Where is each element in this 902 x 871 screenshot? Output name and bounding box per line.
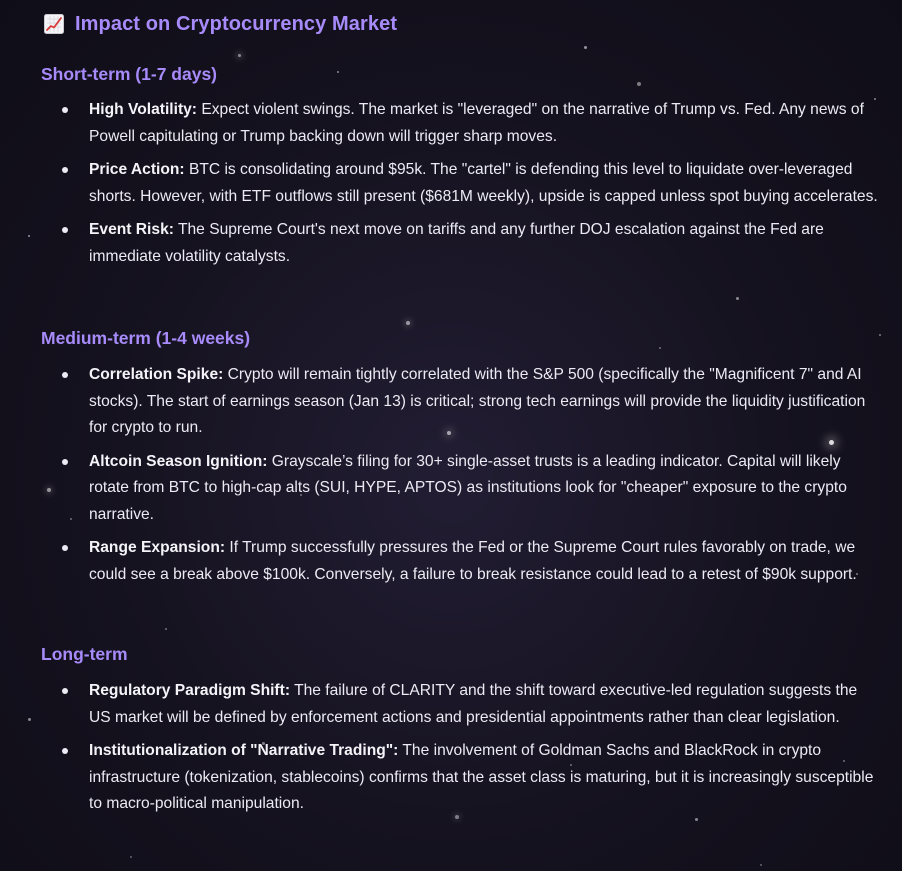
heading-short-term: Short-term (1-7 days) (41, 64, 218, 84)
bullet-dot (62, 167, 68, 173)
long-term-list (0, 678, 902, 825)
bullet-dot (62, 372, 68, 378)
item-term: Event Risk: (89, 221, 174, 238)
page-title: Impact on Cryptocurrency Market (75, 12, 398, 35)
item-term: Altcoin Season Ignition: (89, 452, 268, 470)
item-term: Regulatory Paradigm Shift: (89, 682, 291, 699)
list-item (0, 217, 902, 270)
section-title (44, 11, 397, 37)
chart-increasing-icon (44, 14, 64, 34)
bullet-dot (62, 688, 68, 694)
item-text: Crypto will remain tightly correlated with the S&P 500 (specifically the "Magnificent 7" and AI stocks). The start of earnings season (Jan 13) is critical; strong tech earnings will provide the liquidity justification for crypto to run. (89, 366, 866, 436)
heading-long-term: Long-term (41, 644, 128, 664)
bullet-dot (62, 748, 68, 754)
item-text: BTC is consolidating around $95k. The "cartel" is defending this level to liquidate over-leveraged shorts. However, with ETF outflows still present ($681M weekly), upside is capped unless spot buying accelerates. (89, 161, 878, 205)
bullet-dot (62, 459, 68, 465)
heading-medium-term: Medium-term (1-4 weeks) (41, 328, 251, 348)
bullet-dot (62, 545, 68, 551)
list-item (0, 157, 902, 210)
bullet-dot (62, 227, 68, 233)
list-item (0, 449, 902, 529)
item-text: Expect violent swings. The market is "leveraged" on the narrative of Trump vs. Fed. Any news of Powell capitulating or Trump backing down will trigger sharp moves. (89, 101, 864, 145)
item-text: The Supreme Court's next move on tariffs and any further DOJ escalation against the Fed are immediate volatility catalysts. (89, 221, 824, 265)
list-item (0, 535, 902, 588)
item-text: The involvement of Goldman Sachs and BlackRock in crypto infrastructure (tokenization, stablecoins) confirms that the asset class is maturing, but it is increasingly susceptible to macro-political manipulation. (89, 742, 874, 812)
list-item (0, 362, 902, 442)
list-item (0, 97, 902, 150)
item-term: Price Action: (89, 161, 185, 178)
item-term: Institutionalization of "Narrative Trading": (89, 742, 399, 759)
bullet-dot (62, 107, 68, 113)
item-text: Grayscale’s filing for 30+ single-asset trusts is a leading indicator. Capital will likely rotate from BTC to high-cap alts (SUI, HYPE, APTOS) as institutions look for "cheaper" exposure to the crypto narrative. (89, 452, 847, 523)
item-term: Range Expansion: (89, 539, 226, 556)
item-term: High Volatility: (89, 101, 197, 118)
item-term: Correlation Spike: (89, 366, 224, 383)
list-item (0, 678, 902, 731)
short-term-list (0, 97, 902, 277)
item-text: The failure of CLARITY and the shift toward executive-led regulation suggests the US market will be defined by enforcement actions and presidential appointments rather than clear legislation. (89, 682, 858, 726)
medium-term-list (0, 362, 902, 595)
item-text: If Trump successfully pressures the Fed or the Supreme Court rules favorably on trade, we could see a break above $100k. Conversely, a failure to break resistance could lead to a retest of $90k support. (89, 539, 857, 583)
list-item (0, 738, 902, 818)
